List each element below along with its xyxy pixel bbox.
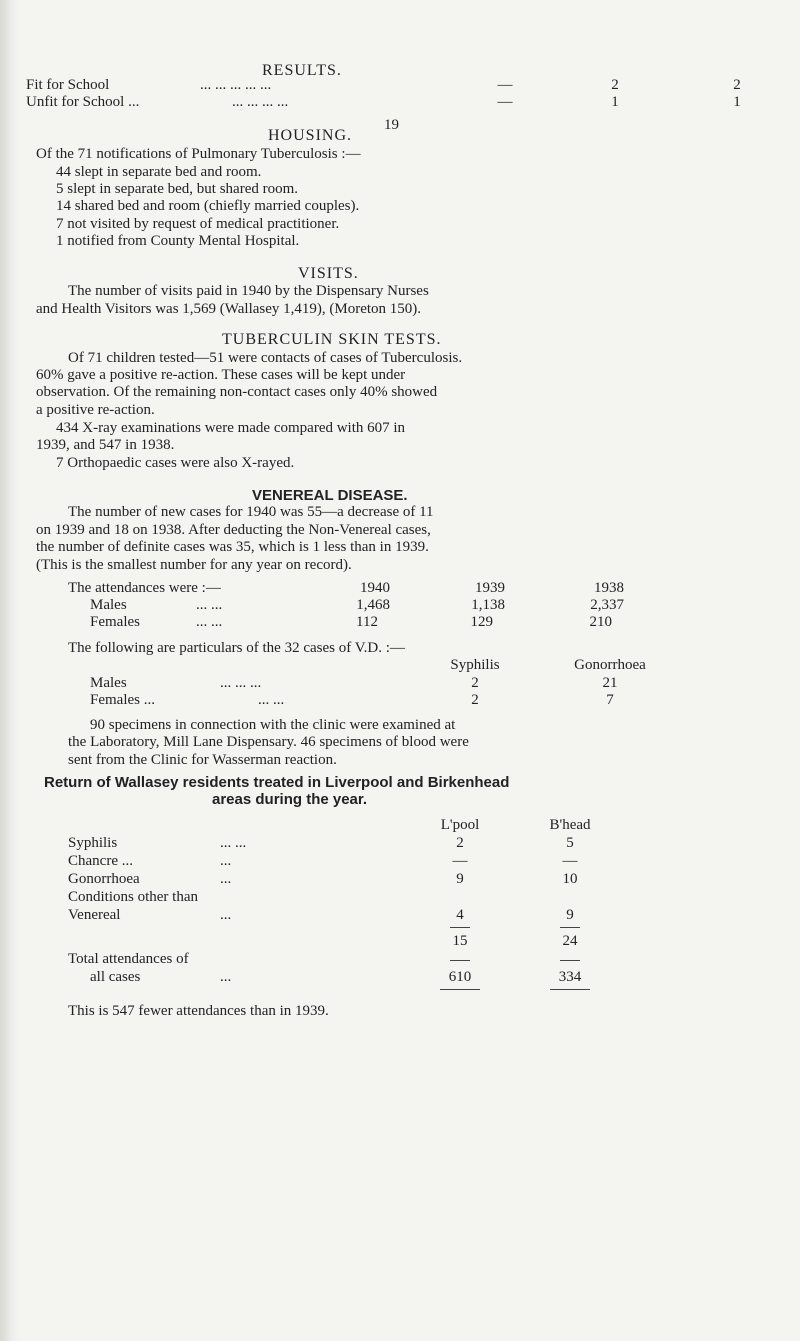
return-row-dots: ... [220,906,232,923]
results-row-unfit-col2: 1 [611,94,619,111]
housing-intro: Of the 71 notifications of Pulmonary Tuberculosis :— [36,146,361,163]
attendances-year: 1938 [594,579,624,596]
attendances-year: 1939 [475,579,505,596]
return-row-label: Gonorrhoea [68,870,140,887]
specimens-line: 90 specimens in connection with the clinic were examined at [90,717,456,734]
particulars-cell: 21 [602,674,618,691]
tuberculin-line: 1939, and 547 in 1938. [36,436,175,453]
return-row-label: Chancre ... [68,852,133,869]
return-heading-line1: Return of Wallasey residents treated in Liverpool and Birkenhead [44,774,510,792]
return-double-rule [440,989,480,990]
tuberculin-line: a positive re-action. [36,402,155,419]
return-rule [560,927,580,928]
return-double-rule [550,989,590,990]
tuberculin-line: observation. Of the remaining non-contact cases only 40% showed [36,384,438,401]
particulars-row-dots: ... ... ... [220,674,262,691]
attendances-cell: 1,468 [356,597,390,614]
attendances-cell: 129 [470,614,493,631]
results-row-fit-dots: ... ... ... ... ... [200,76,272,93]
return-rule [450,960,470,961]
particulars-cell: 2 [471,674,479,691]
return-total-attendances-cell: 610 [448,968,472,985]
return-row-label: Venereal [68,906,121,923]
particulars-header: Syphilis [450,656,500,673]
tuberculin-line: 60% gave a positive re-action. These cases will be kept under [36,367,406,384]
return-total-attendances-label: all cases [90,968,141,985]
particulars-row-label: Males [90,674,127,691]
return-total-attendances-label: Total attendances of [68,950,189,967]
attendances-row-dots: ... ... [196,614,223,631]
return-cell: — [452,852,468,869]
specimens-line: the Laboratory, Mill Lane Dispensary. 46 specimens of blood were [68,734,469,751]
tuberculin-line: 7 Orthopaedic cases were also X-rayed. [56,454,295,471]
particulars-cell: 7 [606,691,614,708]
housing-line: 14 shared bed and room (chiefly married couples). [56,198,360,215]
attendances-row-label: Females [90,614,140,631]
results-row-fit-label: Fit for School [26,76,110,93]
return-col-header: L'pool [440,816,480,833]
visits-line: and Health Visitors was 1,569 (Wallasey 1,419), (Moreton 150). [36,300,422,317]
tuberculin-line: 434 X-ray examinations were made compared with 607 in [56,419,406,436]
return-cell: 4 [456,906,464,923]
return-total: 24 [562,932,578,949]
attendances-cell: 112 [356,614,378,631]
attendances-year: 1940 [360,579,390,596]
attendances-row-label: Males [90,597,127,614]
particulars-intro: The following are particulars of the 32 cases of V.D. :— [68,639,405,656]
results-row-fit-col3: 2 [733,76,741,93]
venereal-line: the number of definite cases was 35, which is 1 less than in 1939. [36,539,429,556]
attendances-row-dots: ... ... [196,597,223,614]
return-rule [450,927,470,928]
return-heading-line2: areas during the year. [212,790,368,808]
housing-line: 5 slept in separate bed, but shared room. [56,181,299,198]
results-row-fit-col1: — [497,76,513,93]
particulars-row-label: Females ... [90,691,155,708]
return-cell: — [562,852,578,869]
housing-line: 44 slept in separate bed and room. [56,163,262,180]
venereal-line: on 1939 and 18 on 1938. After deducting the Non-Venereal cases, [36,521,431,538]
housing-heading: HOUSING. [268,127,352,145]
results-row-unfit-dots: ... ... ... ... [232,94,289,111]
return-cell: 2 [456,834,464,851]
return-cell: 10 [562,870,578,887]
housing-line: 7 not visited by request of medical practitioner. [56,216,340,233]
return-cell: 5 [566,834,574,851]
return-rule [560,960,580,961]
particulars-row-dots: ... ... [258,691,285,708]
results-row-fit-col2: 2 [611,76,619,93]
venereal-line: The number of new cases for 1940 was 55—a decrease of 11 [68,504,434,521]
attendances-cell: 1,138 [471,597,505,614]
specimens-line: sent from the Clinic for Wasserman reaction. [68,751,337,768]
return-footer: This is 547 fewer attendances than in 1939. [68,1002,329,1019]
return-cell: 9 [456,870,464,887]
housing-line: 1 notified from County Mental Hospital. [56,233,300,250]
return-row-dots: ... ... [220,834,247,851]
particulars-cell: 2 [471,691,479,708]
return-row-dots: ... [220,870,232,887]
return-col-header: B'head [549,816,591,833]
tuberculin-line: Of 71 children tested—51 were contacts of cases of Tuberculosis. [68,349,463,366]
return-total-attendances-cell: 334 [558,968,582,985]
venereal-line: (This is the smallest number for any year on record). [36,556,352,573]
return-row-label: Syphilis [68,834,118,851]
return-total-attendances-dots: ... [220,968,232,985]
results-heading: RESULTS. [262,62,342,80]
results-row-unfit-col1: — [497,94,513,111]
attendances-cell: 210 [589,614,612,631]
venereal-heading: VENEREAL DISEASE. [252,486,408,504]
return-total: 15 [452,932,468,949]
page-number: 19 [384,117,399,133]
results-row-unfit-label: Unfit for School ... [26,94,140,111]
tuberculin-heading: TUBERCULIN SKIN TESTS. [222,331,442,349]
return-row-label: Conditions other than [68,888,198,905]
return-row-dots: ... [220,852,232,869]
attendances-cell: 2,337 [590,597,624,614]
particulars-header: Gonorrhoea [574,656,646,673]
visits-heading: VISITS. [298,265,359,283]
attendances-label: The attendances were :— [68,579,221,596]
return-cell: 9 [566,906,574,923]
visits-line: The number of visits paid in 1940 by the Dispensary Nurses [68,282,429,299]
results-row-unfit-col3: 1 [733,94,741,111]
